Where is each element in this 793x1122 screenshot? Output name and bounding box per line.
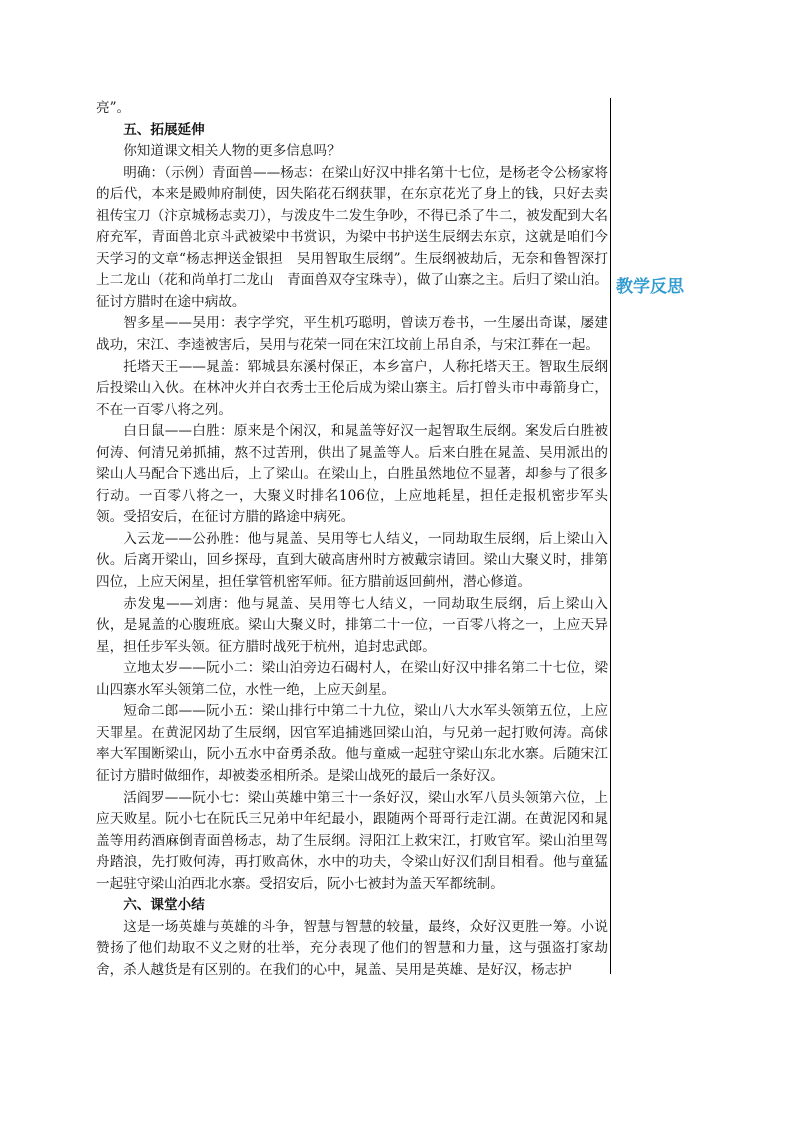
paragraph-ruan-xiaoqi: 活阎罗——阮小七：梁山英雄中第三十一条好汉，梁山水军八员头领第六位，上应天败星。阮小七在阮氏三兄弟中年纪最小，跟随两个哥哥行走江湖。在黄泥冈和晁盖等用药酒麻倒青面兽杨志，劫了生辰纲。浔阳江上救宋江，打败官军。梁山泊里驾舟踏浪，先打败何涛，再打败高休，水中的功夫，令梁山好汉们刮目相看。他与童猛一起驻守梁山泊西北水寨。受招安后，阮小七被封为盖天军都统制。 xyxy=(96,789,608,892)
section-six-heading: 六、课堂小结 xyxy=(123,897,205,914)
paragraph-ruan-xiaoer: 立地太岁——阮小二：梁山泊旁边石碣村人，在梁山好汉中排名第二十七位，梁山四寨水军头领第二位，水性一绝，上应天剑星。 xyxy=(96,660,608,698)
paragraph-bai-sheng: 白日鼠——白胜：原来是个闲汉，和晁盖等好汉一起智取生辰纲。案发后白胜被何涛、何清兄弟抓捕，熬不过苦刑，供出了晁盖等人。后来白胜在晁盖、吴用派出的梁山人马配合下逃出后，上了梁山。在梁山上，白胜虽然地位不显著，却参与了很多行动。一百零八将之一，大聚义时排名106位，上应地耗星，担任走报机密步军头领。受招安后，在征讨方腊的路途中病死。 xyxy=(96,423,608,526)
section-five-heading: 五、拓展延伸 xyxy=(123,121,205,138)
paragraph-yang-zhi: 明确：（示例）青面兽——杨志：在梁山好汉中排名第十七位，是杨老令公杨家将的后代，本来是殿帅府制使，因失陷花石纲获罪，在东京花光了身上的钱，只好去卖祖传宝刀（汴京城杨志卖刀），与泼皮牛二发生争吵，不得已杀了牛二，被发配到大名府充军，青面兽北京斗武被梁中书赏识，为梁中书护送生辰纲去东京，这就是咱们今天学习的文章“杨志押送金银担 吴用智取生辰纲”。生辰纲被劫后，无奈和鲁智深打上二龙山（花和尚单打二龙山 青面兽双夺宝珠寺），做了山寨之主。后归了梁山泊。征讨方腊时在途中病故。 xyxy=(96,164,608,310)
paragraph-liu-tang: 赤发鬼——刘唐：他与晁盖、吴用等七人结义，一同劫取生辰纲，后上梁山入伙，是晁盖的心腹班底。梁山大聚义时，排第二十一位，一百零八将之一，上应天异星，担任步军头领。征方腊时战死于杭州，追封忠武郎。 xyxy=(96,595,608,655)
paragraph-chao-gai: 托塔天王——晁盖：郓城县东溪村保正，本乡富户，人称托塔天王。智取生辰纲后投梁山入伙。在林冲火并白衣秀士王伦后成为梁山寨主。后打曾头市中毒箭身亡，不在一百零八将之列。 xyxy=(96,358,608,418)
paragraph-gongsun-sheng: 入云龙——公孙胜：他与晁盖、吴用等七人结义，一同劫取生辰纲，后上梁山入伙。后离开梁山，回乡探母，直到大破高唐州时方被戴宗请回。梁山大聚义时，排第四位，上应天闲星，担任掌管机密军师。征方腊前返回蓟州，潜心修道。 xyxy=(96,530,608,591)
teaching-reflection-label: 教学反思 xyxy=(616,277,684,297)
table-column-divider xyxy=(610,98,611,974)
paragraph-ruan-xiaowu: 短命二郎——阮小五：梁山排行中第二十九位，梁山八大水军头领第五位，上应天罪星。在黄泥冈劫了生辰纲，因官军追捕逃回梁山泊，与兄弟一起打败何涛。高俅率大军围断梁山，阮小五水中奋勇杀敌。他与童威一起驻守梁山东北水寨。后随宋江征讨方腊时做细作，却被娄丞相所杀。是梁山战死的最后一条好汉。 xyxy=(96,703,608,784)
document-content xyxy=(96,98,608,981)
paragraph-summary: 这是一场英雄与英雄的斗争，智慧与智慧的较量，最终，众好汉更胜一筹。小说赞扬了他们劫取不义之财的壮举，充分表现了他们的智慧和力量，这与强盗打家劫舍，杀人越货是有区别的。在我们的心中，晁盖、吴用是英雄、是好汉，杨志护 xyxy=(96,918,608,978)
paragraph-wu-yong: 智多星——吴用：表字学究，平生机巧聪明，曾读万卷书，一生屡出奇谋，屡建战功，宋江、李逵被害后，吴用与花荣一同在宋江坟前上吊自杀，与宋江葬在一起。 xyxy=(96,315,608,354)
question-text: 你知道课文相关人物的更多信息吗？ xyxy=(123,143,341,160)
lead-text: 亮”。 xyxy=(96,100,131,116)
